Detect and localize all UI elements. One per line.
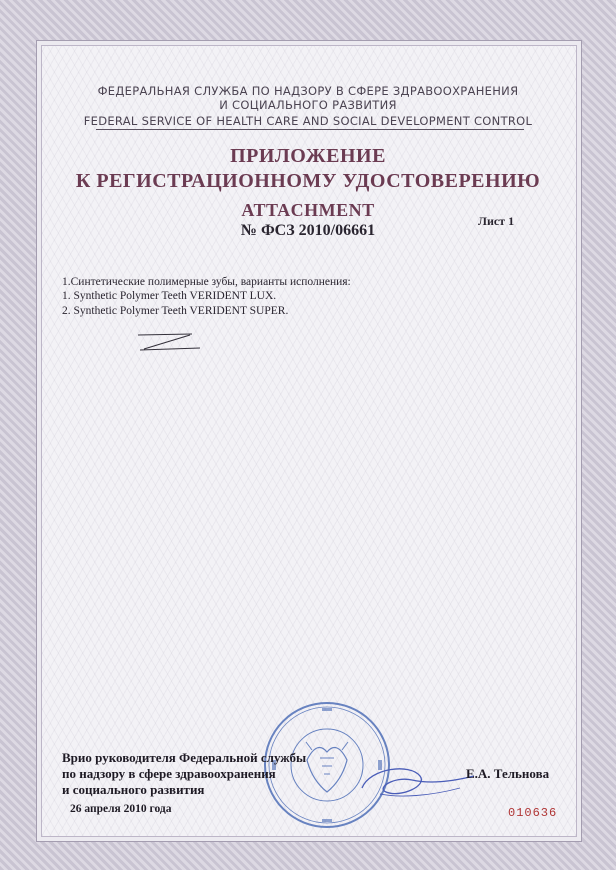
signature-icon [350, 758, 480, 806]
header-underline [96, 129, 524, 130]
header-en-line: FEDERAL SERVICE OF HEALTH CARE AND SOCIAL DEVELOPMENT CONTROL [83, 114, 533, 128]
registration-number: № ФСЗ 2010/06661 [240, 222, 376, 239]
title-ru-line2: К РЕГИСТРАЦИОННОМУ УДОСТОВЕРЕНИЮ [75, 170, 541, 192]
signatory-position-line2: по надзору в сфере здравоохранения [62, 766, 276, 781]
z-mark-icon [130, 330, 210, 354]
header-ru-line1: ФЕДЕРАЛЬНАЯ СЛУЖБА ПО НАДЗОРУ В СФЕРЕ ЗДРАВООХРАНЕНИЯ [97, 84, 519, 98]
content-item-1: 1.Синтетические полимерные зубы, варианты исполнения: [62, 276, 351, 288]
signatory-position-line1: Врио руководителя Федеральной службы [62, 750, 307, 765]
issue-date: 26 апреля 2010 года [70, 803, 172, 815]
content-item-2: 1. Synthetic Polymer Teeth VERIDENT LUX. [62, 290, 277, 302]
form-serial-number: 010636 [508, 806, 558, 820]
content-item-3: 2. Synthetic Polymer Teeth VERIDENT SUPER. [62, 305, 289, 317]
title-en: ATTACHMENT [241, 200, 375, 220]
sheet-number: Лист 1 [478, 214, 515, 228]
signatory-position-line3: и социального развития [62, 782, 205, 797]
signatory-name: Е.А. Тельнова [466, 766, 550, 781]
title-ru-line1: ПРИЛОЖЕНИЕ [230, 145, 386, 167]
header-ru-line2: И СОЦИАЛЬНОГО РАЗВИТИЯ [219, 98, 397, 112]
